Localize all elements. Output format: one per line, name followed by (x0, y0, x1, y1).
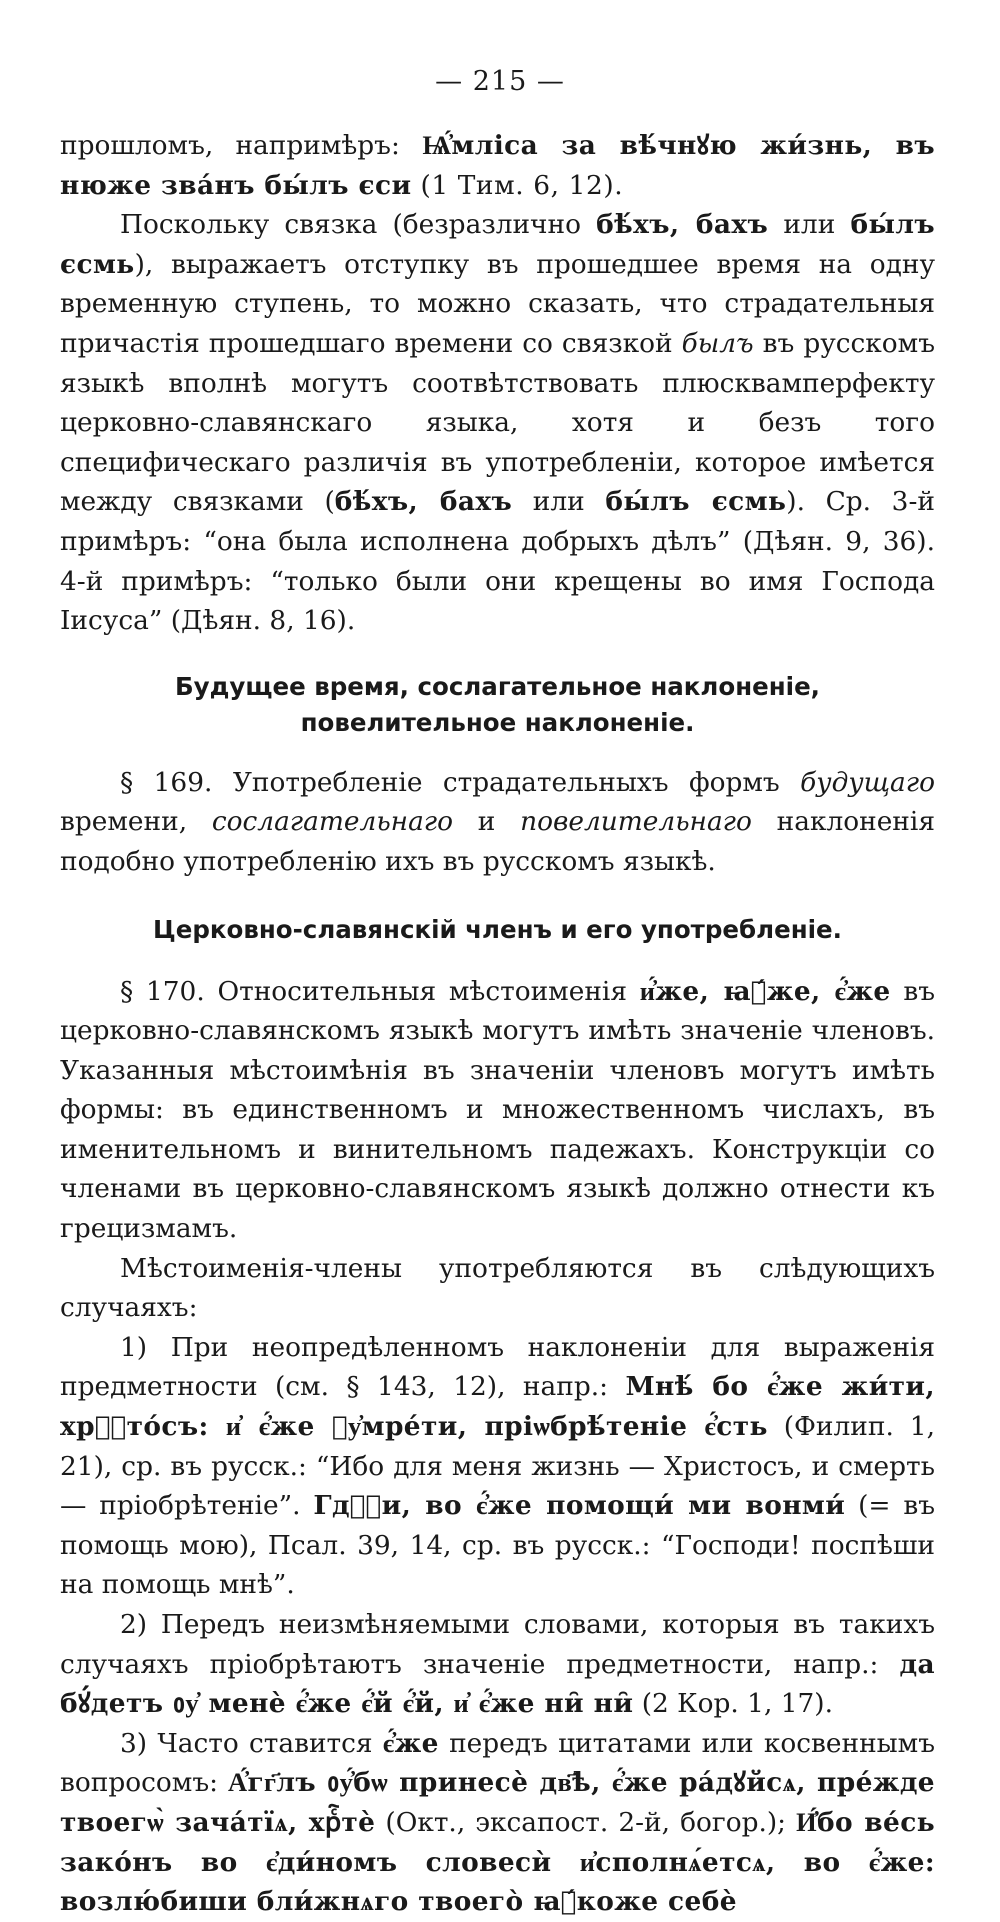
paragraph-170 (60, 972, 935, 1249)
text-run: (Филип. 1, 21), ср. въ русск.: “Ибо для меня жизнь — Христосъ, и смерть — пріобрѣтеніе”. (60, 1411, 935, 1522)
church-slavonic-word: бѣ́хъ, бахъ (334, 486, 513, 518)
text-run: (Окт., эксапост. 2-й, богор.); (375, 1806, 797, 1838)
church-slavonic-quote: да бꙋ́детъ ᲂу҆ менѐ є҆́же є҆́й є҆́й, и҆ є҆́же ни̑ ни̑ (60, 1648, 935, 1720)
church-slavonic-quote: А҆́гг҃лъ ᲂу҆́бѡ принесѐ дв҃ѣ, є҆́же ра́дꙋйсѧ, пре́жде твоегѡ̀ зача́тїѧ, хрⷭ҇тѐ (60, 1767, 935, 1838)
church-slavonic-quote: Мнѣ́ бо є҆́же жи́ти, хрⷭ҇то́съ: и҆ є҆́же ᲂу҆мре́ти, пріѡбрѣ́теніе є҆́сть (60, 1371, 935, 1443)
church-slavonic-word: бѣ́хъ, бахъ (596, 209, 769, 241)
heading-line: Будущее время, сослагательное наклоненіе, (174, 671, 820, 701)
text-run: Поскольку связка (безразлично (120, 209, 597, 241)
text-run: 3) Часто ставится (120, 1727, 383, 1759)
text-run: передъ цитатами или косвеннымъ вопросомъ: (60, 1727, 935, 1799)
text-run: наклоненія подобно употребленію ихъ въ русскомъ языкѣ. (60, 806, 935, 877)
page-body (60, 126, 935, 1922)
church-slavonic-word: є҆́же (382, 1727, 439, 1759)
text-run: въ русскомъ языкѣ вполнѣ могутъ соотвѣтствовать плюсквамперфекту церковно-славянскаго языка, хотя и безъ того специфическаго различія въ употребленіи, которое имѣется между связками ( (60, 327, 936, 518)
church-slavonic-word: бы́лъ єсмь (60, 209, 935, 280)
text-run: 2) Передъ неизмѣняемыми словами, которыя въ такихъ случаяхъ пріобрѣтаютъ значеніе предметности, напр.: (60, 1609, 935, 1680)
text-run: или (512, 486, 606, 518)
text-run: § 170. Относительныя мѣстоименія (120, 975, 640, 1007)
italic-term: сослагательнаго (211, 806, 454, 838)
paragraph-case-3 (60, 1724, 935, 1922)
text-run: ). Ср. 3-й примѣръ: “она была исполнена добрыхъ дѣлъ” (Дѣян. 9, 36). 4-й примѣръ: “только были они крещены во имя Господа Іисуса” (Дѣян. 8, 16). (60, 486, 935, 637)
paragraph-copula (60, 205, 935, 641)
text-run: и (453, 806, 521, 838)
church-slavonic-word: бы́лъ єсмь (605, 486, 787, 518)
heading-line: повелительное наклоненіе. (300, 707, 695, 737)
italic-term: будущаго (800, 766, 935, 798)
text-run: (= въ помощь мою), Псал. 39, 14, ср. въ русск.: “Господи! поспѣши на помощь мнѣ”. (60, 1490, 935, 1601)
text-run: § 169. Употребленіе страдательныхъ формъ (120, 766, 801, 798)
text-run: времени, (60, 806, 212, 838)
church-slavonic-word: и҆́же, ꙗ҆́же, є҆́же (639, 975, 891, 1007)
text-run: прошломъ, напримѣръ: (60, 130, 423, 161)
church-slavonic-quote: Ѩ҆́мліса за вѣ́чнꙋю жи́знь, въ нюже зва́нъ бы́лъ єси (60, 130, 935, 201)
paragraph-continuation (60, 126, 935, 205)
text-run: или (768, 209, 851, 241)
church-slavonic-quote: Гдⷭ҇и, во є҆́же помощи́ ми вонми́ (313, 1490, 846, 1522)
paragraph-case-1 (60, 1328, 935, 1605)
text-run: 1) При неопредѣленномъ наклоненіи для выраженія предметности (см. § 143, 12), напр.: (60, 1331, 935, 1403)
italic-term: былъ (681, 327, 754, 359)
section-heading-future (60, 669, 935, 741)
text-run: (2 Кор. 1, 17). (633, 1688, 833, 1720)
text-run: (1 Тим. 6, 12). (411, 169, 624, 201)
paragraph-169 (60, 763, 935, 882)
page-number: — 215 — (435, 66, 565, 97)
paragraph-cases-intro: Мѣстоименія-члены употребляются въ слѣдующихъ случаяхъ: (60, 1252, 935, 1324)
church-slavonic-quote: И҆́бо ве́сь зако́нъ во є҆ди́номъ словесѝ и҆сполнѧ́етсѧ, во є҆́же: возлю́биши бли́жнѧго твоего̀ ꙗ҆́коже себѐ (60, 1806, 936, 1918)
italic-term: повелительнаго (520, 806, 752, 838)
text-run: въ церковно-славянскомъ языкѣ могутъ имѣть значеніе членовъ. Указанныя мѣстоимѣнія въ значеніи членовъ могутъ имѣть формы: въ единственномъ и множественномъ числахъ, въ именительномъ и винительномъ падежахъ. Конструкціи со членами въ церковно-славянскомъ языкѣ должно отнести къ грецизмамъ. (60, 975, 935, 1245)
section-heading-article: Церковно-славянскій членъ и его употребленіе. (153, 914, 842, 944)
text-run: ), выражаетъ отступку въ прошедшее время на одну временную ступень, то можно сказать, что страдательныя причастія прошедшаго времени со связкой (60, 248, 935, 359)
paragraph-case-2 (60, 1605, 935, 1724)
